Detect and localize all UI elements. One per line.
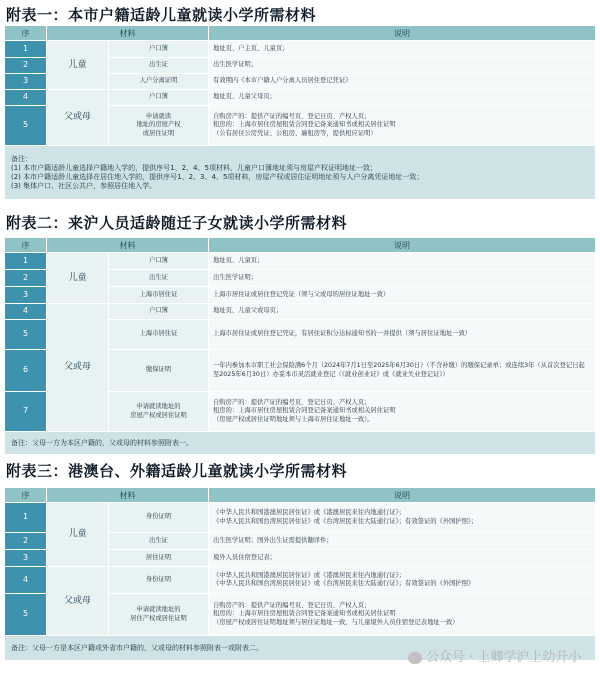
- desc-cell: 上海市居住证或居住登记凭证，有居住证积分达标通知书的一并提供（须与居住证地址一致）: [209, 320, 596, 350]
- desc-cell: 《中华人民共和国港澳居民居住证》或《港澳居民来往内地通行证》； 《中华人民共和国台湾居民居住证》或《台湾居民来往大陆通行证》；有效签证的《外国护照》；: [209, 503, 596, 533]
- watermark: [408, 646, 581, 665]
- note-line: (1) 本市户籍适龄儿童选择户籍地入学的，提供序号1、2、4、5项材料，儿童户口簿地址须与房屋产权证明地址一致；: [11, 163, 377, 172]
- material-cell: 出生证: [109, 58, 209, 74]
- seq-cell: 5: [5, 594, 47, 636]
- note-line: (3) 集体户口、社区公共户，参照居住地入学。: [11, 181, 157, 190]
- table1-title: 附表一：本市户籍适龄儿童就读小学所需材料: [6, 6, 317, 24]
- seq-cell: 4: [5, 304, 47, 320]
- desc-cell: 出生医学证明；: [209, 270, 596, 287]
- col-header-seq: 序: [5, 238, 47, 253]
- table-row: [5, 567, 596, 594]
- group-parent: 父或母: [47, 90, 109, 146]
- table1-header: [5, 26, 596, 41]
- seq-cell: 2: [5, 270, 47, 287]
- desc-cell: 一年内参加本市职工社会保险满6个月（2024年7月1日至2025年6月30日）（不含补缴）的缴保记录单；或连续3年（从首次登记日起至2025年6月30日）办妥本市灵活就业登记（《就业创业证》或《就业失业登记证》）: [209, 350, 596, 392]
- seq-cell: 6: [5, 350, 47, 392]
- desc-cell: 地址页、儿童父或母页；: [209, 304, 596, 320]
- table2-header: [5, 238, 596, 253]
- seq-cell: 1: [5, 41, 47, 58]
- seq-cell: 2: [5, 533, 47, 550]
- material-cell: 人户分离证明: [109, 74, 209, 90]
- material-cell: 居住证明: [109, 550, 209, 567]
- material-cell: 上海市居住证: [109, 320, 209, 350]
- seq-cell: 4: [5, 90, 47, 106]
- group-parent: 父或母: [47, 304, 109, 432]
- material-cell: 出生证: [109, 270, 209, 287]
- col-header-material: 材料: [47, 26, 209, 41]
- table1-notes: [5, 146, 596, 200]
- table3: [4, 487, 596, 661]
- table2-title: 附表二：来沪人员适龄随迁子女就读小学所需材料: [6, 214, 348, 232]
- wechat-icon: [408, 652, 422, 664]
- col-header-desc: 说明: [209, 238, 596, 253]
- col-header-seq: 序: [5, 26, 47, 41]
- col-header-seq: 序: [5, 488, 47, 503]
- material-cell: 缴保证明: [109, 350, 209, 392]
- seq-cell: 7: [5, 392, 47, 432]
- col-header-desc: 说明: [209, 488, 596, 503]
- desc-cell: 有效期内《本市户籍人户分离人员居住登记凭证》: [209, 74, 596, 90]
- table2: [4, 237, 596, 455]
- seq-cell: 2: [5, 58, 47, 74]
- note-line: 备注：父母一方为本区户籍的，父或母的材料参照附表一。: [11, 438, 193, 447]
- material-cell: 户口簿: [109, 41, 209, 58]
- group-child: 儿童: [47, 41, 109, 90]
- desc-cell: 《中华人民共和国港澳居民居住证》或《港澳居民来往内地通行证》； 《中华人民共和国台湾居民居住证》或《台湾居民来往大陆通行证》；有效签证的《外国护照》: [209, 567, 596, 594]
- material-cell: 户口簿: [109, 304, 209, 320]
- material-cell: 出生证: [109, 533, 209, 550]
- desc-cell: 地址页、儿童页；: [209, 253, 596, 270]
- group-child: 儿童: [47, 253, 109, 304]
- desc-cell: 自购房产的：提供产证的编号页、登记日页、产权人页； 租房的：上海市居住房屋租赁合同登记备案通知书或相关居住证明 （房屋产权或居住证明地址须与上海市居住证地址一致）。: [209, 392, 596, 432]
- material-cell: 身份证明: [109, 567, 209, 594]
- col-header-material: 材料: [47, 488, 209, 503]
- material-cell: 申请就读 地址的房屋产权 或居住证明: [109, 106, 209, 146]
- group-child: 儿童: [47, 503, 109, 567]
- seq-cell: 3: [5, 287, 47, 304]
- table1: [4, 25, 596, 200]
- desc-cell: 出生医学证明；: [209, 58, 596, 74]
- seq-cell: 1: [5, 503, 47, 533]
- desc-cell: 自购房产的：提供产证的编号页、登记日页、产权人页； 租房的：上海市居住房屋租赁合同登记备案通知书或相关居住证明 （房屋产权或居住证明地址须与居住证地址一致，与儿童境外人员住宿登记表地址一致）: [209, 594, 596, 636]
- seq-cell: 3: [5, 550, 47, 567]
- table3-title: 附表三：港澳台、外籍适龄儿童就读小学所需材料: [6, 462, 348, 480]
- material-cell: 申请就读地址的 房屋产权或居住证明: [109, 392, 209, 432]
- table-row: [5, 304, 596, 320]
- seq-cell: 4: [5, 567, 47, 594]
- col-header-material: 材料: [47, 238, 209, 253]
- table-row: [5, 41, 596, 58]
- group-parent: 父或母: [47, 567, 109, 636]
- material-cell: 上海市居住证: [109, 287, 209, 304]
- table-row: [5, 90, 596, 106]
- table2-notes: [5, 432, 596, 455]
- material-cell: 户口簿: [109, 90, 209, 106]
- table-row: [5, 503, 596, 533]
- material-cell: 身份证明: [109, 503, 209, 533]
- table3-header: [5, 488, 596, 503]
- desc-cell: 境外人员住宿登记表；: [209, 550, 596, 567]
- desc-cell: 自购房产的：提供产证的编号页、登记日页、产权人页； 租房的：上海市居住房屋租赁合同登记备案通知书或相关居住证明 （公有居住公房凭证、公租房、廉租房等，提供相应证明）: [209, 106, 596, 146]
- desc-cell: 上海市居住证或居住登记凭证（须与父或母的居住证地址一致）: [209, 287, 596, 304]
- note-line: (2) 本市户籍适龄儿童选择在居住地入学的，提供序号1、2、3、4、5项材料，房屋产权或居住证明地址须与人户分离凭证地址一致；: [11, 172, 424, 181]
- material-cell: 申请就读地址的 居住产权或居住证明: [109, 594, 209, 636]
- seq-cell: 1: [5, 253, 47, 270]
- col-header-desc: 说明: [209, 26, 596, 41]
- seq-cell: 5: [5, 106, 47, 146]
- seq-cell: 5: [5, 320, 47, 350]
- seq-cell: 3: [5, 74, 47, 90]
- desc-cell: 地址页、儿童父母页；: [209, 90, 596, 106]
- note-line: 备注：父母一方是本区户籍或外省市户籍的，父或母的材料参照附表一或附表二。: [11, 643, 263, 652]
- note-line: 备注：: [11, 154, 32, 163]
- material-cell: 户口簿: [109, 253, 209, 270]
- watermark-text: 公众号 · 上卿学沪上幼升小: [426, 650, 582, 665]
- desc-cell: 地址页、户主页、儿童页；: [209, 41, 596, 58]
- desc-cell: 出生医学证明；国外出生证需提供翻译件；: [209, 533, 596, 550]
- table-row: [5, 253, 596, 270]
